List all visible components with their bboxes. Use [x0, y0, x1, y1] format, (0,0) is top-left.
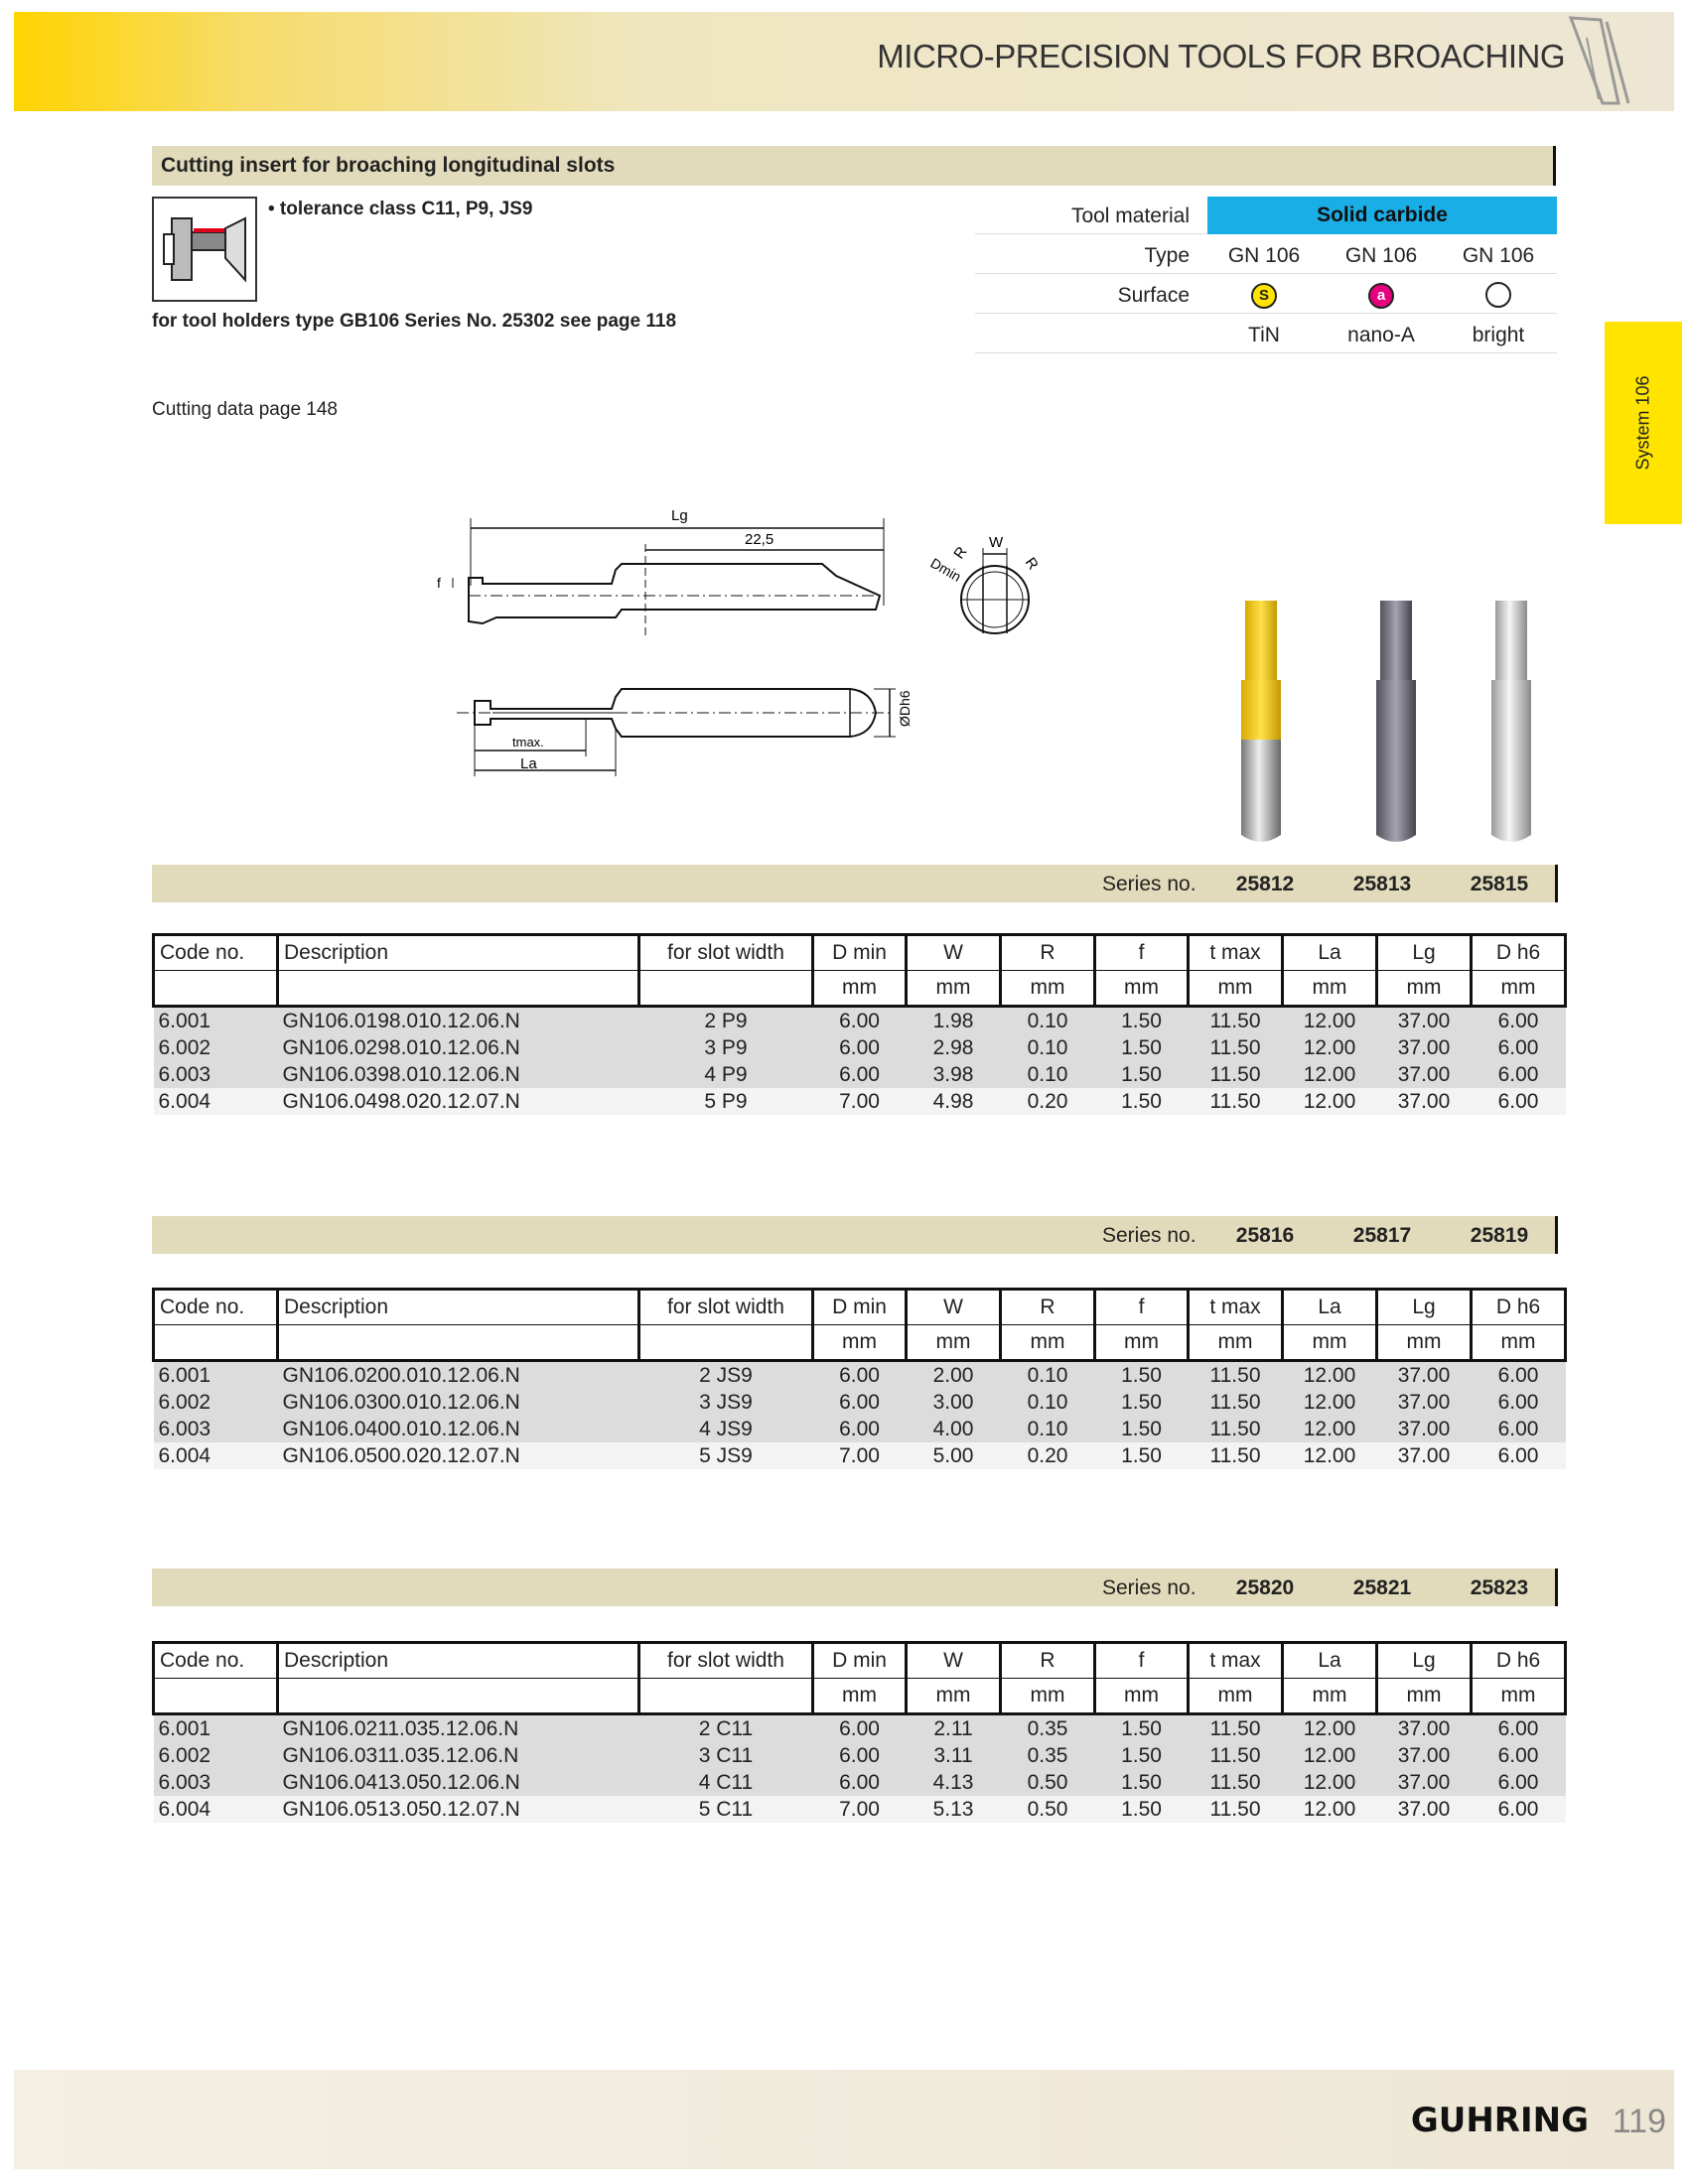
- cell: GN106.0300.010.12.06.N: [278, 1389, 639, 1416]
- cell: GN106.0513.050.12.07.N: [278, 1796, 639, 1823]
- cell: GN106.0198.010.12.06.N: [278, 1007, 639, 1035]
- cell: GN106.0413.050.12.06.N: [278, 1769, 639, 1796]
- series-label: Series no.: [1102, 1576, 1196, 1599]
- cell: 6.00: [813, 1769, 907, 1796]
- series-number: 25823: [1470, 1576, 1529, 1599]
- column-header: Lg: [1377, 1643, 1472, 1679]
- table-row: [154, 1416, 1566, 1442]
- column-header: Description: [278, 1290, 639, 1325]
- table-row: [154, 1442, 1566, 1469]
- cell: 11.50: [1189, 1007, 1283, 1035]
- dim-dmin: Dmin: [927, 554, 964, 585]
- cell: 6.003: [154, 1769, 278, 1796]
- cell: 11.50: [1189, 1442, 1283, 1469]
- tolerance-bullet: • tolerance class C11, P9, JS9: [268, 199, 533, 219]
- tool-material-value: Solid carbide: [1207, 197, 1557, 234]
- column-header: R: [1001, 1643, 1095, 1679]
- column-header: Code no.: [154, 1290, 278, 1325]
- table-row: [154, 1088, 1566, 1115]
- cell: 1.50: [1095, 1034, 1189, 1061]
- series-number: 25821: [1352, 1576, 1412, 1599]
- cell: 4 P9: [639, 1061, 813, 1088]
- cell: 12.00: [1283, 1007, 1377, 1035]
- cell: 12.00: [1283, 1714, 1377, 1743]
- product-photo-bright: [1485, 601, 1537, 849]
- cell: 11.50: [1189, 1088, 1283, 1115]
- type-row: [975, 236, 1557, 274]
- cell: 0.20: [1001, 1442, 1095, 1469]
- cell: 1.50: [1095, 1361, 1189, 1390]
- column-header: f: [1095, 935, 1189, 971]
- unit-cell: [154, 1679, 278, 1714]
- page-number: 119: [1612, 2103, 1666, 2140]
- cell: 6.00: [1472, 1442, 1566, 1469]
- cell: 6.002: [154, 1034, 278, 1061]
- cell: 37.00: [1377, 1007, 1472, 1035]
- cell: 12.00: [1283, 1361, 1377, 1390]
- unit-cell: mm: [907, 1679, 1001, 1714]
- series-label: Series no.: [1102, 873, 1196, 895]
- series-number: 25817: [1352, 1224, 1412, 1247]
- column-header: t max: [1189, 1290, 1283, 1325]
- cell: 12.00: [1283, 1769, 1377, 1796]
- cell: 12.00: [1283, 1796, 1377, 1823]
- cell: 6.00: [1472, 1361, 1566, 1390]
- series-number: 25816: [1235, 1224, 1295, 1247]
- unit-cell: mm: [907, 1325, 1001, 1361]
- cell: 0.50: [1001, 1796, 1095, 1823]
- cell: GN106.0498.020.12.07.N: [278, 1088, 639, 1115]
- dim-r-right: R: [1021, 554, 1042, 574]
- dim-w: W: [989, 534, 1004, 551]
- cell: 1.50: [1095, 1007, 1189, 1035]
- unit-cell: mm: [1095, 971, 1189, 1007]
- cell: 11.50: [1189, 1796, 1283, 1823]
- cell: 6.00: [813, 1416, 907, 1442]
- tool-holder-note: for tool holders type GB106 Series No. 25302 see page 118: [152, 311, 677, 332]
- column-header: Lg: [1377, 935, 1472, 971]
- table-row: [154, 1796, 1566, 1823]
- cell: 0.10: [1001, 1416, 1095, 1442]
- series-number: 25820: [1235, 1576, 1295, 1599]
- cell: 5.13: [907, 1796, 1001, 1823]
- table-header-row: [154, 935, 1566, 971]
- cell: 6.004: [154, 1796, 278, 1823]
- cell: 6.00: [1472, 1088, 1566, 1115]
- cell: 37.00: [1377, 1714, 1472, 1743]
- unit-cell: mm: [907, 971, 1001, 1007]
- column-header: D h6: [1472, 1643, 1566, 1679]
- cell: 11.50: [1189, 1061, 1283, 1088]
- cell: 0.10: [1001, 1389, 1095, 1416]
- unit-cell: [278, 971, 639, 1007]
- unit-cell: [154, 1325, 278, 1361]
- cell: 0.50: [1001, 1769, 1095, 1796]
- cell: 6.001: [154, 1714, 278, 1743]
- cell: 12.00: [1283, 1061, 1377, 1088]
- cell: 37.00: [1377, 1088, 1472, 1115]
- surface-name: nano-A: [1347, 324, 1415, 346]
- cell: 1.50: [1095, 1714, 1189, 1743]
- type-label: Type: [1144, 244, 1190, 267]
- cell: 4 C11: [639, 1769, 813, 1796]
- cell: 6.003: [154, 1061, 278, 1088]
- unit-cell: mm: [1377, 971, 1472, 1007]
- cell: 37.00: [1377, 1361, 1472, 1390]
- cell: 7.00: [813, 1796, 907, 1823]
- surface-label: Surface: [1117, 284, 1190, 307]
- table-row: [154, 1034, 1566, 1061]
- cell: 6.00: [813, 1034, 907, 1061]
- column-header: R: [1001, 935, 1095, 971]
- cell: 2 JS9: [639, 1361, 813, 1390]
- cell: 3.00: [907, 1389, 1001, 1416]
- unit-cell: mm: [1001, 1679, 1095, 1714]
- cell: 1.50: [1095, 1416, 1189, 1442]
- cell: 5 P9: [639, 1088, 813, 1115]
- cell: 0.35: [1001, 1714, 1095, 1743]
- cell: 11.50: [1189, 1769, 1283, 1796]
- side-tab-label: System 106: [1632, 375, 1653, 471]
- unit-row: [154, 1679, 1566, 1714]
- column-header: Code no.: [154, 935, 278, 971]
- cell: 6.00: [1472, 1061, 1566, 1088]
- cell: GN106.0398.010.12.06.N: [278, 1061, 639, 1088]
- cell: 3 P9: [639, 1034, 813, 1061]
- cell: 37.00: [1377, 1769, 1472, 1796]
- insert-holder-icon: [152, 197, 257, 302]
- series-number: 25812: [1235, 873, 1295, 895]
- series-bar: [152, 1569, 1558, 1606]
- series-bar: [152, 865, 1558, 902]
- column-header: W: [907, 935, 1001, 971]
- cell: 6.00: [813, 1007, 907, 1035]
- product-table: [152, 933, 1567, 1115]
- table-header-row: [154, 1290, 1566, 1325]
- product-photo-nano-a: [1370, 601, 1422, 849]
- cell: 37.00: [1377, 1061, 1472, 1088]
- table-row: [154, 1007, 1566, 1035]
- unit-row: [154, 1325, 1566, 1361]
- unit-cell: mm: [813, 1679, 907, 1714]
- cell: 6.001: [154, 1007, 278, 1035]
- type-cell: GN 106: [1227, 244, 1301, 267]
- column-header: for slot width: [639, 1643, 813, 1679]
- cell: 6.00: [1472, 1714, 1566, 1743]
- unit-cell: mm: [1283, 1679, 1377, 1714]
- surface-row: [975, 276, 1557, 314]
- cell: 0.35: [1001, 1742, 1095, 1769]
- column-header: for slot width: [639, 1290, 813, 1325]
- cell: 3.98: [907, 1061, 1001, 1088]
- cell: 0.10: [1001, 1034, 1095, 1061]
- unit-cell: mm: [1377, 1679, 1472, 1714]
- cell: 11.50: [1189, 1389, 1283, 1416]
- dim-tmax: tmax.: [512, 735, 544, 750]
- cell: 11.50: [1189, 1034, 1283, 1061]
- table-header-row: [154, 1643, 1566, 1679]
- bright-surface-badge-icon: [1485, 282, 1511, 308]
- series-bar: [152, 1216, 1558, 1254]
- page-header-title: MICRO-PRECISION TOOLS FOR BROACHING: [877, 38, 1565, 74]
- cell: 2 C11: [639, 1714, 813, 1743]
- column-header: Lg: [1377, 1290, 1472, 1325]
- cell: 0.10: [1001, 1061, 1095, 1088]
- column-header: t max: [1189, 1643, 1283, 1679]
- unit-cell: [154, 971, 278, 1007]
- series-number: 25813: [1352, 873, 1412, 895]
- cell: 4.98: [907, 1088, 1001, 1115]
- unit-cell: mm: [1095, 1325, 1189, 1361]
- unit-cell: mm: [1472, 1679, 1566, 1714]
- column-header: W: [907, 1643, 1001, 1679]
- unit-cell: mm: [1472, 1325, 1566, 1361]
- product-photo-tin: [1235, 601, 1287, 849]
- cell: 0.20: [1001, 1088, 1095, 1115]
- cell: 3 JS9: [639, 1389, 813, 1416]
- technical-drawing: [427, 496, 943, 794]
- unit-cell: [639, 971, 813, 1007]
- tool-material-row: [975, 197, 1557, 234]
- cell: 12.00: [1283, 1088, 1377, 1115]
- cell: 37.00: [1377, 1416, 1472, 1442]
- column-header: D min: [813, 1290, 907, 1325]
- cell: 1.50: [1095, 1442, 1189, 1469]
- series-label: Series no.: [1102, 1224, 1196, 1247]
- dim-r-left: R: [950, 543, 971, 563]
- cell: 2.98: [907, 1034, 1001, 1061]
- surface-name-row: [975, 316, 1557, 353]
- column-header: Description: [278, 935, 639, 971]
- cell: 6.00: [1472, 1742, 1566, 1769]
- cell: 6.00: [813, 1742, 907, 1769]
- cell: 0.10: [1001, 1361, 1095, 1390]
- cell: 6.00: [813, 1389, 907, 1416]
- column-header: W: [907, 1290, 1001, 1325]
- unit-cell: mm: [1189, 971, 1283, 1007]
- column-header: D min: [813, 935, 907, 971]
- unit-cell: mm: [1001, 971, 1095, 1007]
- table-row: [154, 1769, 1566, 1796]
- cell: 4.00: [907, 1416, 1001, 1442]
- cell: 6.002: [154, 1742, 278, 1769]
- unit-cell: [639, 1325, 813, 1361]
- column-header: D h6: [1472, 1290, 1566, 1325]
- table-row: [154, 1361, 1566, 1390]
- cell: GN106.0200.010.12.06.N: [278, 1361, 639, 1390]
- unit-cell: mm: [1095, 1679, 1189, 1714]
- dim-la: La: [520, 755, 537, 772]
- cell: 12.00: [1283, 1442, 1377, 1469]
- dim-lg: Lg: [671, 507, 688, 524]
- cell: 5.00: [907, 1442, 1001, 1469]
- nano-a-coating-badge-icon: a: [1368, 283, 1394, 309]
- cell: 6.00: [813, 1714, 907, 1743]
- cell: GN106.0500.020.12.07.N: [278, 1442, 639, 1469]
- cell: 1.98: [907, 1007, 1001, 1035]
- cell: 7.00: [813, 1442, 907, 1469]
- cell: 6.00: [1472, 1416, 1566, 1442]
- cell: 6.00: [1472, 1796, 1566, 1823]
- table-row: [154, 1389, 1566, 1416]
- cell: 6.00: [813, 1061, 907, 1088]
- column-header: D h6: [1472, 935, 1566, 971]
- unit-row: [154, 971, 1566, 1007]
- cell: 37.00: [1377, 1034, 1472, 1061]
- unit-cell: mm: [1377, 1325, 1472, 1361]
- unit-cell: [278, 1679, 639, 1714]
- unit-cell: [639, 1679, 813, 1714]
- cell: 7.00: [813, 1088, 907, 1115]
- cell: 6.00: [1472, 1389, 1566, 1416]
- cell: 11.50: [1189, 1742, 1283, 1769]
- cell: 12.00: [1283, 1416, 1377, 1442]
- cell: 37.00: [1377, 1442, 1472, 1469]
- tin-coating-badge-icon: S: [1251, 283, 1277, 309]
- cell: 37.00: [1377, 1796, 1472, 1823]
- column-header: Code no.: [154, 1643, 278, 1679]
- unit-cell: mm: [813, 971, 907, 1007]
- cell: 1.50: [1095, 1742, 1189, 1769]
- column-header: La: [1283, 1643, 1377, 1679]
- column-header: for slot width: [639, 935, 813, 971]
- column-header: La: [1283, 935, 1377, 971]
- cell: 1.50: [1095, 1796, 1189, 1823]
- type-cell: GN 106: [1462, 244, 1535, 267]
- surface-name: TiN: [1248, 324, 1280, 346]
- series-number: 25819: [1470, 1224, 1529, 1247]
- cell: 12.00: [1283, 1742, 1377, 1769]
- unit-cell: mm: [1001, 1325, 1095, 1361]
- table-row: [154, 1714, 1566, 1743]
- cell: 37.00: [1377, 1389, 1472, 1416]
- cell: 37.00: [1377, 1742, 1472, 1769]
- unit-cell: mm: [1189, 1325, 1283, 1361]
- cell: 4.13: [907, 1769, 1001, 1796]
- cell: 1.50: [1095, 1088, 1189, 1115]
- unit-cell: mm: [1283, 971, 1377, 1007]
- cell: 11.50: [1189, 1361, 1283, 1390]
- cell: 11.50: [1189, 1416, 1283, 1442]
- cell: GN106.0400.010.12.06.N: [278, 1416, 639, 1442]
- column-header: La: [1283, 1290, 1377, 1325]
- product-table: [152, 1288, 1567, 1469]
- cell: 6.00: [1472, 1007, 1566, 1035]
- unit-cell: mm: [1283, 1325, 1377, 1361]
- unit-cell: mm: [813, 1325, 907, 1361]
- cell: 6.001: [154, 1361, 278, 1390]
- cell: 3.11: [907, 1742, 1001, 1769]
- column-header: D min: [813, 1643, 907, 1679]
- cell: 12.00: [1283, 1389, 1377, 1416]
- cell: 3 C11: [639, 1742, 813, 1769]
- product-table: [152, 1641, 1567, 1823]
- column-header: Description: [278, 1643, 639, 1679]
- brand-logo: GUHRING: [1410, 2101, 1589, 2140]
- cell: 6.00: [1472, 1034, 1566, 1061]
- section-title: Cutting insert for broaching longitudinal slots: [161, 154, 616, 177]
- table-row: [154, 1742, 1566, 1769]
- cutting-data-note: Cutting data page 148: [152, 399, 338, 420]
- cell: 6.00: [1472, 1769, 1566, 1796]
- column-header: f: [1095, 1290, 1189, 1325]
- cell: GN106.0298.010.12.06.N: [278, 1034, 639, 1061]
- cell: GN106.0211.035.12.06.N: [278, 1714, 639, 1743]
- cell: GN106.0311.035.12.06.N: [278, 1742, 639, 1769]
- cell: 6.004: [154, 1442, 278, 1469]
- cell: 5 JS9: [639, 1442, 813, 1469]
- cell: 12.00: [1283, 1034, 1377, 1061]
- cell: 6.004: [154, 1088, 278, 1115]
- dim-dh6: ØDh6: [897, 690, 913, 727]
- cross-section-drawing: [923, 516, 1062, 645]
- unit-cell: mm: [1472, 971, 1566, 1007]
- cell: 2.11: [907, 1714, 1001, 1743]
- cell: 5 C11: [639, 1796, 813, 1823]
- unit-cell: [278, 1325, 639, 1361]
- cell: 6.002: [154, 1389, 278, 1416]
- column-header: t max: [1189, 935, 1283, 971]
- dim-f: f: [437, 575, 441, 591]
- surface-name: bright: [1472, 324, 1525, 346]
- cell: 11.50: [1189, 1714, 1283, 1743]
- guhring-logo-mark-icon: [1563, 8, 1642, 107]
- cell: 4 JS9: [639, 1416, 813, 1442]
- type-cell: GN 106: [1344, 244, 1418, 267]
- dim-22-5: 22,5: [745, 531, 774, 548]
- column-header: f: [1095, 1643, 1189, 1679]
- column-header: R: [1001, 1290, 1095, 1325]
- cell: 1.50: [1095, 1769, 1189, 1796]
- cell: 6.00: [813, 1361, 907, 1390]
- tool-material-label: Tool material: [1070, 205, 1190, 227]
- table-row: [154, 1061, 1566, 1088]
- unit-cell: mm: [1189, 1679, 1283, 1714]
- cell: 0.10: [1001, 1007, 1095, 1035]
- cell: 2 P9: [639, 1007, 813, 1035]
- series-number: 25815: [1470, 873, 1529, 895]
- cell: 1.50: [1095, 1061, 1189, 1088]
- cell: 2.00: [907, 1361, 1001, 1390]
- cell: 6.003: [154, 1416, 278, 1442]
- side-tab: [1605, 322, 1682, 524]
- cell: 1.50: [1095, 1389, 1189, 1416]
